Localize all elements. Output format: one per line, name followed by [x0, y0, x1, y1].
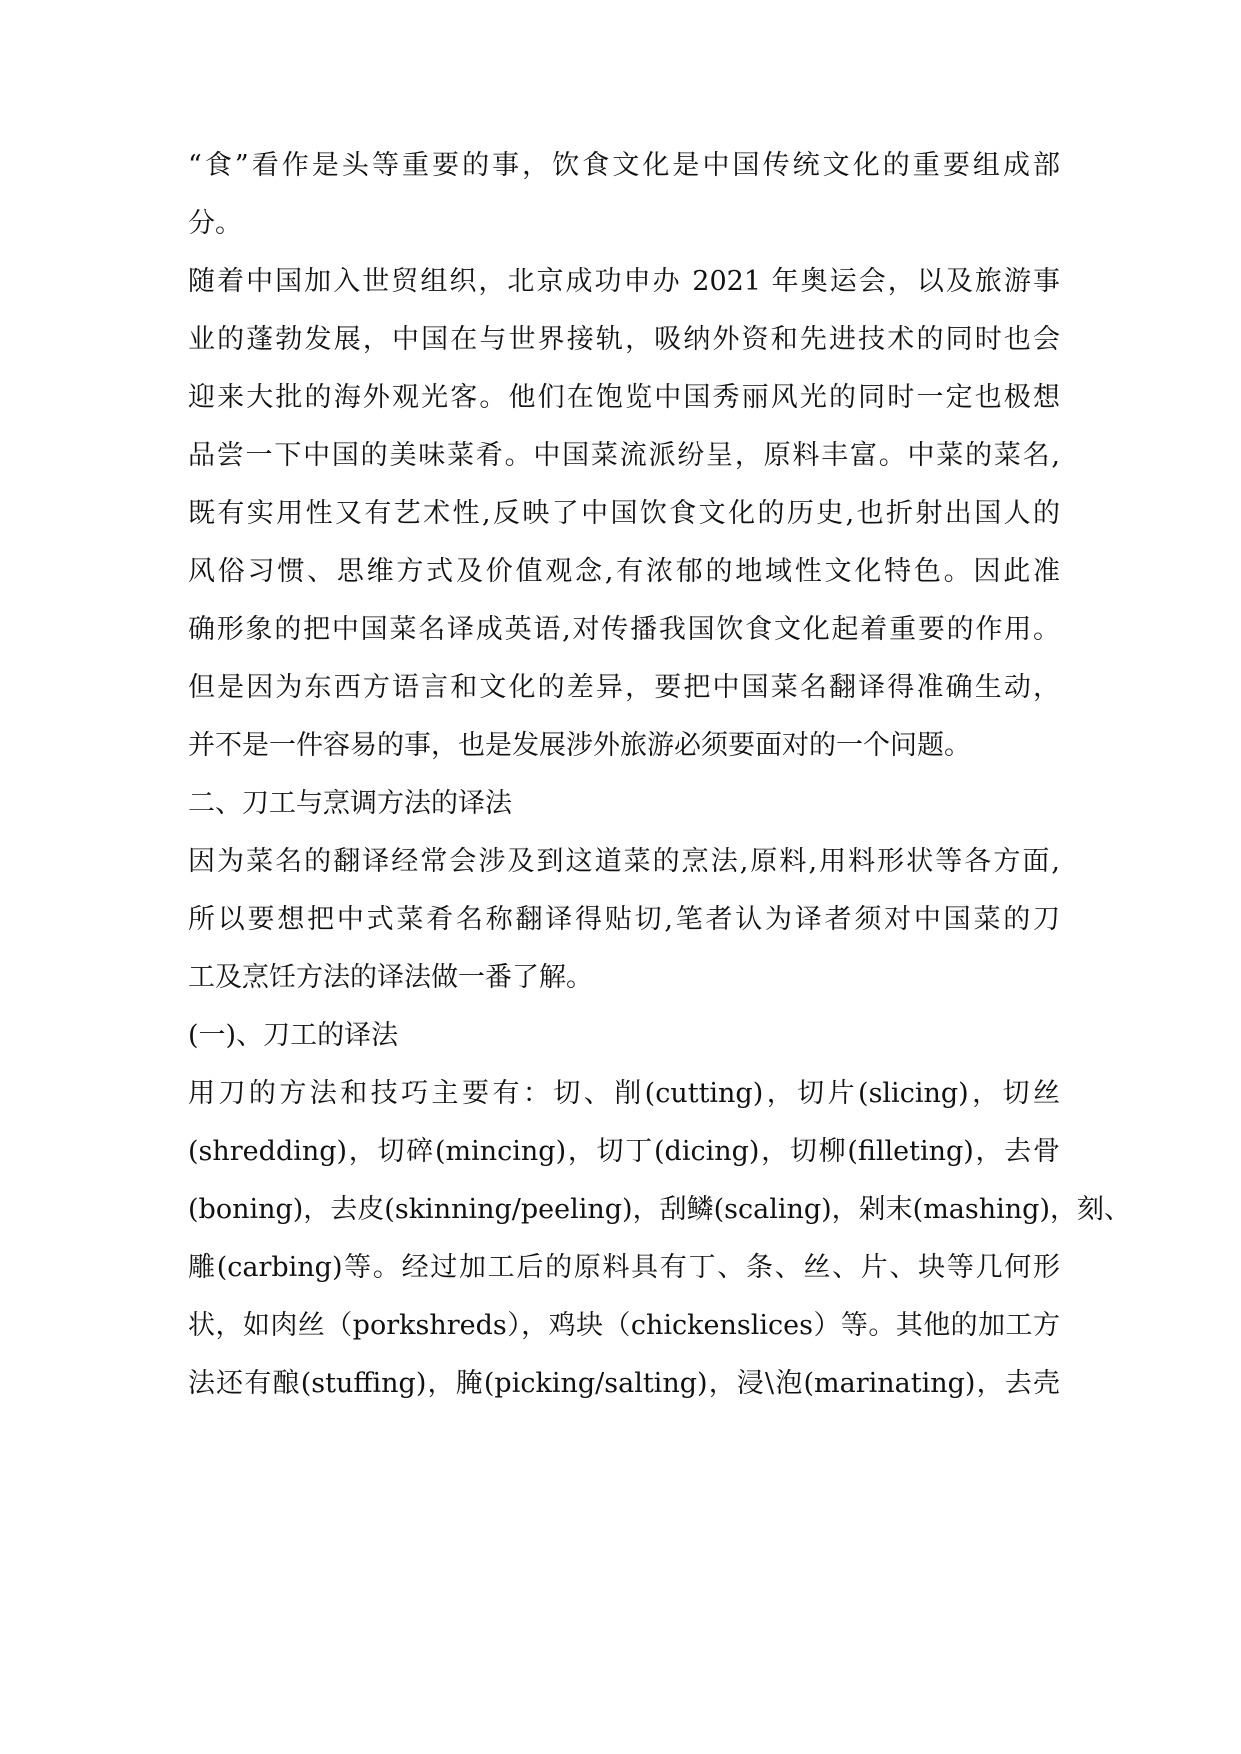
text-line: 品尝一下中国的美味菜肴。中国菜流派纷呈，原料丰富。中菜的菜名, — [188, 440, 1060, 471]
text-line: 业的蓬勃发展，中国在与世界接轨，吸纳外资和先进技术的同时也会 — [188, 324, 1060, 355]
text-line: 确形象的把中国菜名译成英语,对传播我国饮食文化起着重要的作用。 — [188, 614, 1060, 645]
text-line: 迎来大批的海外观光客。他们在饱览中国秀丽风光的同时一定也极想 — [188, 382, 1060, 413]
text-line: 状，如肉丝（porkshreds），鸡块（chickenslices）等。其他的加工方 — [188, 1310, 1060, 1341]
text-line: 法还有酿(stuffing)，腌(picking/salting)，浸\泡(marinating)，去壳 — [188, 1368, 1060, 1399]
text-line: 所以要想把中式菜肴名称翻译得贴切,笔者认为译者须对中国菜的刀 — [188, 904, 1060, 935]
text-line: 分。 — [188, 208, 242, 239]
section-heading: 二、刀工与烹调方法的译法 — [188, 788, 512, 819]
text-line: (boning)，去皮(skinning/peeling)，刮鳞(scaling)，剁末(mashing)，刻、 — [188, 1194, 1131, 1225]
text-line: 但是因为东西方语言和文化的差异，要把中国菜名翻译得准确生动， — [188, 672, 1060, 703]
text-line: 工及烹饪方法的译法做一番了解。 — [188, 962, 593, 993]
text-line: 因为菜名的翻译经常会涉及到这道菜的烹法,原料,用料形状等各方面, — [188, 846, 1060, 877]
text-line: 随着中国加入世贸组织，北京成功申办 2021 年奥运会，以及旅游事 — [188, 266, 1060, 297]
text-line: 雕(carbing)等。经过加工后的原料具有丁、条、丝、片、块等几何形 — [188, 1252, 1060, 1283]
text-line: 用刀的方法和技巧主要有：切、削(cutting)，切片(slicing)，切丝 — [188, 1078, 1060, 1109]
text-line: “食”看作是头等重要的事，饮食文化是中国传统文化的重要组成部 — [188, 150, 1060, 181]
text-line: 并不是一件容易的事，也是发展涉外旅游必须要面对的一个问题。 — [188, 730, 971, 761]
text-line: 风俗习惯、思维方式及价值观念,有浓郁的地域性文化特色。因此准 — [188, 556, 1060, 587]
subsection-heading: (一)、刀工的译法 — [188, 1020, 399, 1051]
text-line: (shredding)，切碎(mincing)，切丁(dicing)，切柳(filleting)，去骨 — [188, 1136, 1060, 1167]
text-line: 既有实用性又有艺术性,反映了中国饮食文化的历史,也折射出国人的 — [188, 498, 1060, 529]
